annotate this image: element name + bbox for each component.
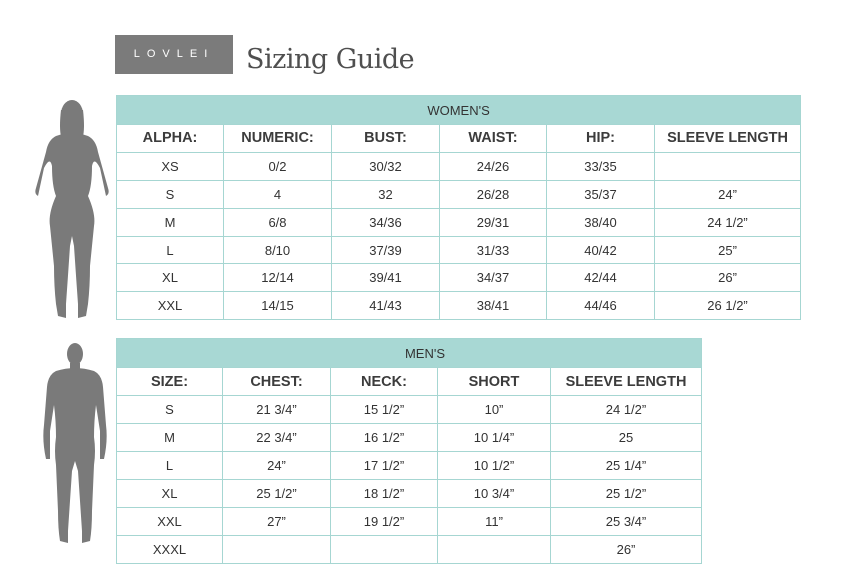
mens-size-table	[116, 338, 702, 564]
table-cell: 25 1/2”	[551, 480, 702, 508]
table-cell: 35/37	[547, 180, 655, 208]
table-cell: XXL	[117, 292, 224, 320]
table-cell: 8/10	[224, 236, 332, 264]
womens-size-table	[116, 95, 801, 320]
mens-header-row	[117, 368, 702, 396]
table-cell: 19 1/2”	[331, 508, 438, 536]
table-cell: 29/31	[440, 208, 547, 236]
table-row	[117, 536, 702, 564]
column-header: SHORT	[438, 368, 551, 396]
table-cell: 4	[224, 180, 332, 208]
table-cell: 10 3/4”	[438, 480, 551, 508]
table-cell: 24 1/2”	[551, 396, 702, 424]
table-cell: 38/40	[547, 208, 655, 236]
column-header: HIP:	[547, 125, 655, 153]
table-cell: 10”	[438, 396, 551, 424]
table-row	[117, 152, 801, 180]
table-cell	[655, 152, 801, 180]
column-header: WAIST:	[440, 125, 547, 153]
table-row	[117, 292, 801, 320]
table-cell: 10 1/4”	[438, 424, 551, 452]
table-cell	[438, 536, 551, 564]
table-cell: XL	[117, 264, 224, 292]
table-row	[117, 396, 702, 424]
table-cell: XXXL	[117, 536, 223, 564]
table-row	[117, 264, 801, 292]
table-cell: 24”	[223, 452, 331, 480]
table-cell	[223, 536, 331, 564]
mens-heading: MEN'S	[117, 339, 702, 368]
table-cell: S	[117, 396, 223, 424]
table-cell: M	[117, 208, 224, 236]
column-header: SIZE:	[117, 368, 223, 396]
table-cell: 25”	[655, 236, 801, 264]
table-cell: M	[117, 424, 223, 452]
table-cell: 24 1/2”	[655, 208, 801, 236]
womens-header-row	[117, 125, 801, 153]
table-cell: 17 1/2”	[331, 452, 438, 480]
table-cell: 25	[551, 424, 702, 452]
table-cell: 25 1/2”	[223, 480, 331, 508]
table-cell: S	[117, 180, 224, 208]
table-row	[117, 508, 702, 536]
table-cell: XXL	[117, 508, 223, 536]
table-row	[117, 236, 801, 264]
table-cell: 21 3/4”	[223, 396, 331, 424]
column-header: NUMERIC:	[224, 125, 332, 153]
table-cell: 24/26	[440, 152, 547, 180]
table-cell: 34/37	[440, 264, 547, 292]
table-cell: 40/42	[547, 236, 655, 264]
column-header: ALPHA:	[117, 125, 224, 153]
men-silhouette-icon	[42, 341, 108, 547]
table-cell: 37/39	[332, 236, 440, 264]
table-cell: 30/32	[332, 152, 440, 180]
table-cell: 15 1/2”	[331, 396, 438, 424]
table-row	[117, 208, 801, 236]
brand-logo: LOVLEI	[115, 35, 233, 74]
column-header: CHEST:	[223, 368, 331, 396]
table-cell: XS	[117, 152, 224, 180]
table-cell: L	[117, 236, 224, 264]
women-silhouette-icon	[28, 96, 116, 322]
table-cell: L	[117, 452, 223, 480]
womens-section-header	[117, 96, 801, 125]
table-cell: 32	[332, 180, 440, 208]
table-row	[117, 424, 702, 452]
table-cell: 16 1/2”	[331, 424, 438, 452]
page-title: Sizing Guide	[246, 44, 415, 75]
table-cell: XL	[117, 480, 223, 508]
table-cell: 24”	[655, 180, 801, 208]
table-cell: 25 1/4”	[551, 452, 702, 480]
table-cell: 31/33	[440, 236, 547, 264]
table-cell: 26 1/2”	[655, 292, 801, 320]
table-row	[117, 180, 801, 208]
table-cell: 27”	[223, 508, 331, 536]
table-cell: 18 1/2”	[331, 480, 438, 508]
womens-heading: WOMEN'S	[117, 96, 801, 125]
table-cell: 33/35	[547, 152, 655, 180]
table-cell: 44/46	[547, 292, 655, 320]
mens-section-header	[117, 339, 702, 368]
table-cell: 11”	[438, 508, 551, 536]
table-row	[117, 480, 702, 508]
table-cell: 26/28	[440, 180, 547, 208]
column-header: SLEEVE LENGTH	[655, 125, 801, 153]
table-cell: 39/41	[332, 264, 440, 292]
table-cell: 10 1/2”	[438, 452, 551, 480]
table-cell: 25 3/4”	[551, 508, 702, 536]
table-row	[117, 452, 702, 480]
table-cell	[331, 536, 438, 564]
column-header: SLEEVE LENGTH	[551, 368, 702, 396]
table-cell: 41/43	[332, 292, 440, 320]
table-cell: 6/8	[224, 208, 332, 236]
table-cell: 22 3/4”	[223, 424, 331, 452]
table-cell: 14/15	[224, 292, 332, 320]
table-cell: 42/44	[547, 264, 655, 292]
column-header: BUST:	[332, 125, 440, 153]
table-cell: 38/41	[440, 292, 547, 320]
table-cell: 34/36	[332, 208, 440, 236]
column-header: NECK:	[331, 368, 438, 396]
table-cell: 0/2	[224, 152, 332, 180]
table-cell: 12/14	[224, 264, 332, 292]
table-cell: 26”	[655, 264, 801, 292]
table-cell: 26”	[551, 536, 702, 564]
